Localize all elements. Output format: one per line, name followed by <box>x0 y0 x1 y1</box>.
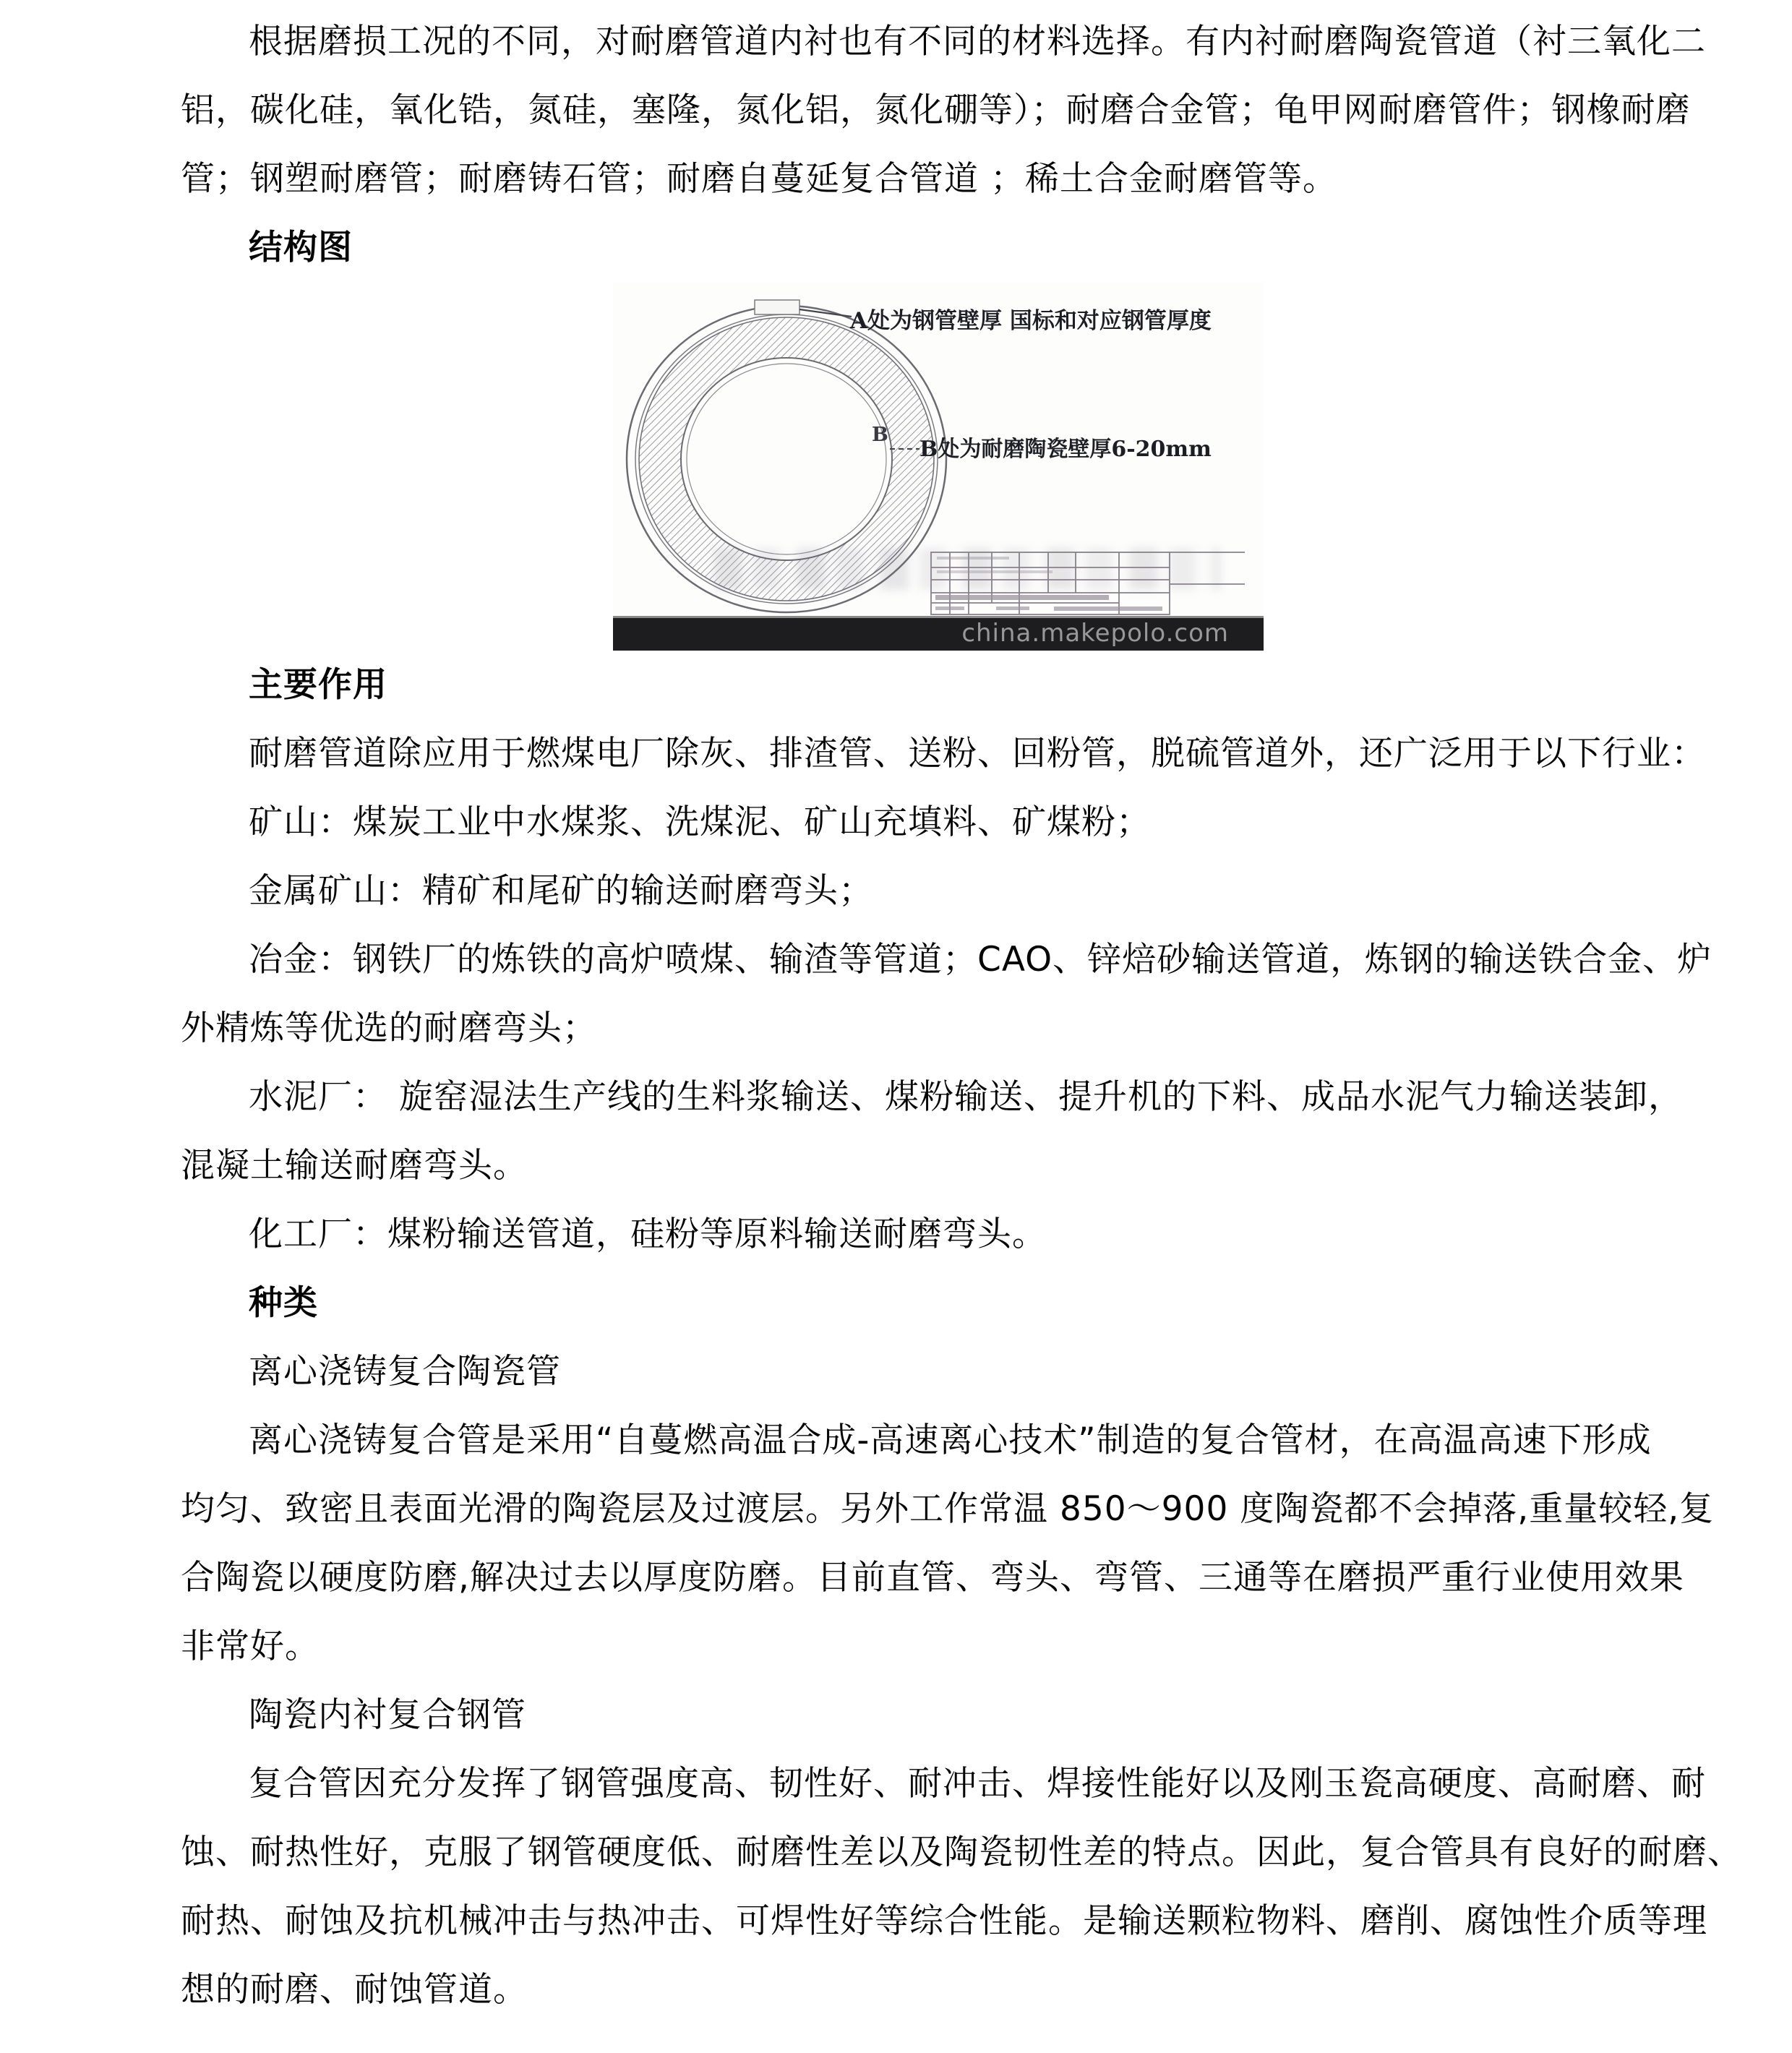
text-line: 想的耐磨、耐蚀管道。 <box>181 1970 528 2010</box>
text-line: 合陶瓷以硬度防磨,解决过去以厚度防磨。目前直管、弯头、弯管、三通等在磨损严重行业使用效果 <box>181 1558 1684 1598</box>
watermark-text: china.makepolo.com <box>961 619 1229 648</box>
text-line: 化工厂：煤粉输送管道，硅粉等原料输送耐磨弯头。 <box>249 1214 1047 1254</box>
text-line: 根据磨损工况的不同，对耐磨管道内衬也有不同的材料选择。有内衬耐磨陶瓷管道（衬三氧化二 <box>249 22 1706 61</box>
watermark-band <box>613 616 1264 651</box>
text-line: 均匀、致密且表面光滑的陶瓷层及过渡层。另外工作常温 850～900 度陶瓷都不会掉落,重量较轻,复 <box>181 1489 1715 1529</box>
text-line: 铝，碳化硅，氧化锆，氮硅，塞隆，氮化铝，氮化硼等）；耐磨合金管；龟甲网耐磨管件；钢橡耐磨 <box>181 90 1691 130</box>
heading-line: 结构图 <box>249 228 353 267</box>
text-line: 金属矿山：精矿和尾矿的输送耐磨弯头； <box>249 871 873 911</box>
heading-line: 主要作用 <box>249 665 387 705</box>
text-line: 管；钢塑耐磨管；耐磨铸石管；耐磨自蔓延复合管道 ；稀土合金耐磨管等。 <box>181 159 1337 199</box>
text-line: 混凝土输送耐磨弯头。 <box>181 1146 528 1186</box>
text-line: 陶瓷内衬复合钢管 <box>249 1695 526 1735</box>
figure-label-b: B处为耐磨陶瓷壁厚6-20mm <box>919 437 1212 462</box>
text-line: 复合管因充分发挥了钢管强度高、韧性好、耐冲击、焊接性能好以及刚玉瓷高硬度、高耐磨、耐 <box>249 1764 1706 1804</box>
text-line: 离心浇铸复合管是采用“自蔓燃高温合成-高速离心技术”制造的复合管材，在高温高速下形成 <box>249 1420 1652 1460</box>
figure-marker-b: B <box>872 424 888 446</box>
pipe-ring-drawing <box>613 282 1264 651</box>
text-line: 蚀、耐热性好，克服了钢管硬度低、耐磨性差以及陶瓷韧性差的特点。因此，复合管具有良好的耐磨、 <box>181 1833 1742 1872</box>
text-line: 矿山：煤炭工业中水煤浆、洗煤泥、矿山充填料、矿煤粉； <box>249 802 1151 842</box>
seam-marker <box>755 300 799 314</box>
text-line: 耐磨管道除应用于燃煤电厂除灰、排渣管、送粉、回粉管，脱硫管道外，还广泛用于以下行业： <box>249 734 1706 773</box>
text-line: 水泥厂： 旋窑湿法生产线的生料浆输送、煤粉输送、提升机的下料、成品水泥气力输送装卸， <box>249 1077 1683 1117</box>
structure-figure <box>613 282 1264 651</box>
figure-label-a: A处为钢管壁厚 国标和对应钢管厚度 <box>850 308 1212 334</box>
heading-line: 种类 <box>249 1283 318 1323</box>
text-line: 耐热、耐蚀及抗机械冲击与热冲击、可焊性好等综合性能。是输送颗粒物料、磨削、腐蚀性介质等理 <box>181 1901 1707 1941</box>
document-body <box>181 7 1742 2024</box>
text-line: 冶金：钢铁厂的炼铁的高炉喷煤、输渣等管道；CAO、锌焙砂输送管道，炼钢的输送铁合金、炉 <box>249 940 1712 980</box>
text-line: 离心浇铸复合陶瓷管 <box>249 1352 561 1392</box>
title-block <box>931 552 1245 614</box>
text-line: 非常好。 <box>181 1626 320 1666</box>
text-line: 外精炼等优选的耐磨弯头； <box>181 1008 597 1048</box>
